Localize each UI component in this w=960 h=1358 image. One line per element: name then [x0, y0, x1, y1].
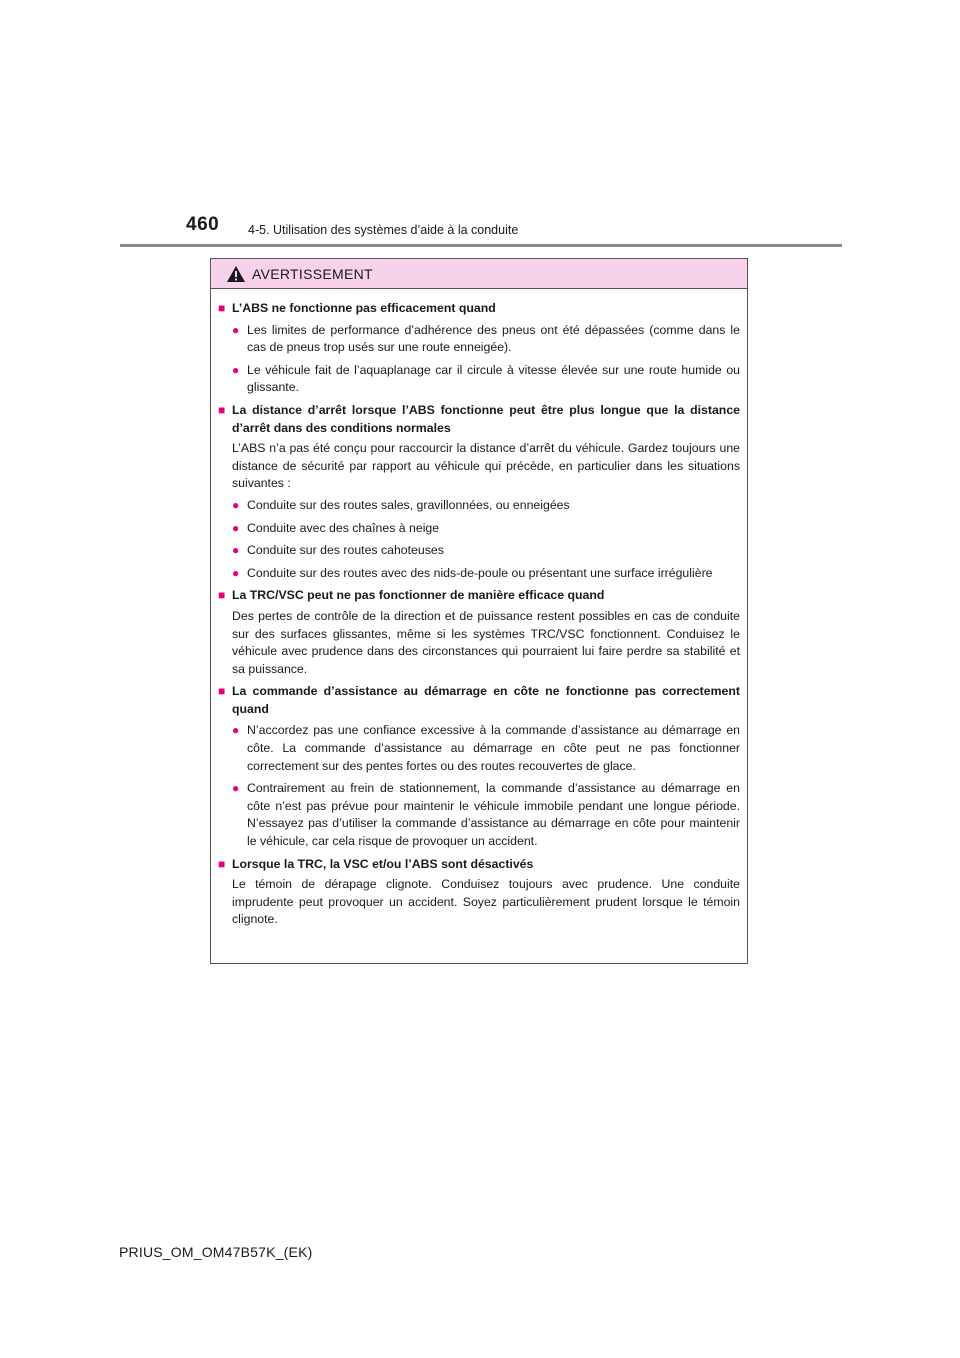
topic-title: ■ La distance d’arrêt lorsque l’ABS fonctionne peut être plus longue que la distance d’arrêt dans des conditions normales	[218, 402, 740, 437]
list-item: ● Conduite sur des routes sales, gravillonnées, ou enneigées	[232, 497, 740, 515]
list-item: ● Les limites de performance d’adhérence des pneus ont été dépassées (comme dans le cas de pneus trop usés sur une route enneigée).	[232, 322, 740, 357]
square-bullet-icon: ■	[218, 402, 226, 417]
section-title: 4-5. Utilisation des systèmes d’aide à la conduite	[248, 223, 519, 237]
list-item: ● Contrairement au frein de stationnement, la commande d’assistance au démarrage en côte n’est pas prévue pour maintenir le véhicule immobile pendant une longue période. N’essayez pas d’utiliser la commande d’assistance au démarrage en côte pour maintenir le véhicule, car cela risque de provoquer un accident.	[232, 780, 740, 850]
square-bullet-icon: ■	[218, 588, 226, 603]
topic-systems-deactivated	[218, 856, 740, 929]
warning-title: AVERTISSEMENT	[252, 265, 373, 282]
circle-bullet-icon: ●	[232, 322, 240, 337]
warning-body	[211, 289, 747, 929]
topic-text: Le témoin de dérapage clignote. Conduisez toujours avec prudence. Une conduite imprudente peut provoquer un accident. Soyez particulièrement prudent lorsque le témoin clignote.	[232, 877, 740, 927]
page-number: 460	[186, 214, 220, 235]
circle-bullet-icon: ●	[232, 520, 240, 535]
warning-header	[211, 259, 747, 289]
topic-title: ■ La commande d’assistance au démarrage en côte ne fonctionne pas correctement quand	[218, 683, 740, 718]
square-bullet-icon: ■	[218, 301, 226, 315]
topic-abs-inefficient	[218, 300, 740, 397]
page-header	[186, 214, 846, 244]
circle-bullet-icon: ●	[232, 497, 240, 512]
list-item: ● N’accordez pas une confiance excessive à la commande d’assistance au démarrage en côte. La commande d’assistance au démarrage en côte peut ne pas fonctionner correctement sur des pentes fortes ou des routes recouvertes de glace.	[232, 722, 740, 775]
list-item: ● Conduite sur des routes cahoteuses	[232, 542, 740, 560]
topic-title: ■ L’ABS ne fonctionne pas efficacement quand	[218, 300, 740, 318]
topic-stopping-distance	[218, 402, 740, 582]
list-item: ● Le véhicule fait de l’aquaplanage car il circule à vitesse élevée sur une route humide ou glissante.	[232, 362, 740, 397]
list-item: ● Conduite avec des chaînes à neige	[232, 520, 740, 538]
document-code: PRIUS_OM_OM47B57K_(EK)	[119, 1244, 313, 1260]
list-item: ● Conduite sur des routes avec des nids-de-poule ou présentant une surface irrégulière	[232, 565, 740, 583]
circle-bullet-icon: ●	[232, 543, 240, 558]
circle-bullet-icon: ●	[232, 565, 240, 580]
square-bullet-icon: ■	[218, 684, 226, 699]
topic-hill-start-assist	[218, 683, 740, 850]
circle-bullet-icon: ●	[232, 362, 240, 377]
circle-bullet-icon: ●	[232, 781, 240, 796]
circle-bullet-icon: ●	[232, 723, 240, 738]
topic-title: ■ Lorsque la TRC, la VSC et/ou l’ABS sont désactivés	[218, 856, 740, 874]
topic-text: L’ABS n’a pas été conçu pour raccourcir la distance d’arrêt du véhicule. Gardez toujours une distance de sécurité par rapport au véhicule qui précède, en particulier dans les situations suivantes :	[232, 441, 740, 491]
square-bullet-icon: ■	[218, 856, 226, 871]
topic-trc-vsc	[218, 587, 740, 678]
warning-box	[210, 258, 748, 964]
header-rule	[120, 244, 842, 247]
topic-text: Des pertes de contrôle de la direction et de puissance restent possibles en cas de conduite sur des surfaces glissantes, même si les systèmes TRC/VSC fonctionnent. Conduisez le véhicule avec prudence dans des circonstances qui pourraient lui faire perdre sa stabilité et sa puissance.	[232, 608, 740, 676]
topic-title: ■ La TRC/VSC peut ne pas fonctionner de manière efficace quand	[218, 587, 740, 605]
warning-triangle-icon	[226, 265, 246, 283]
